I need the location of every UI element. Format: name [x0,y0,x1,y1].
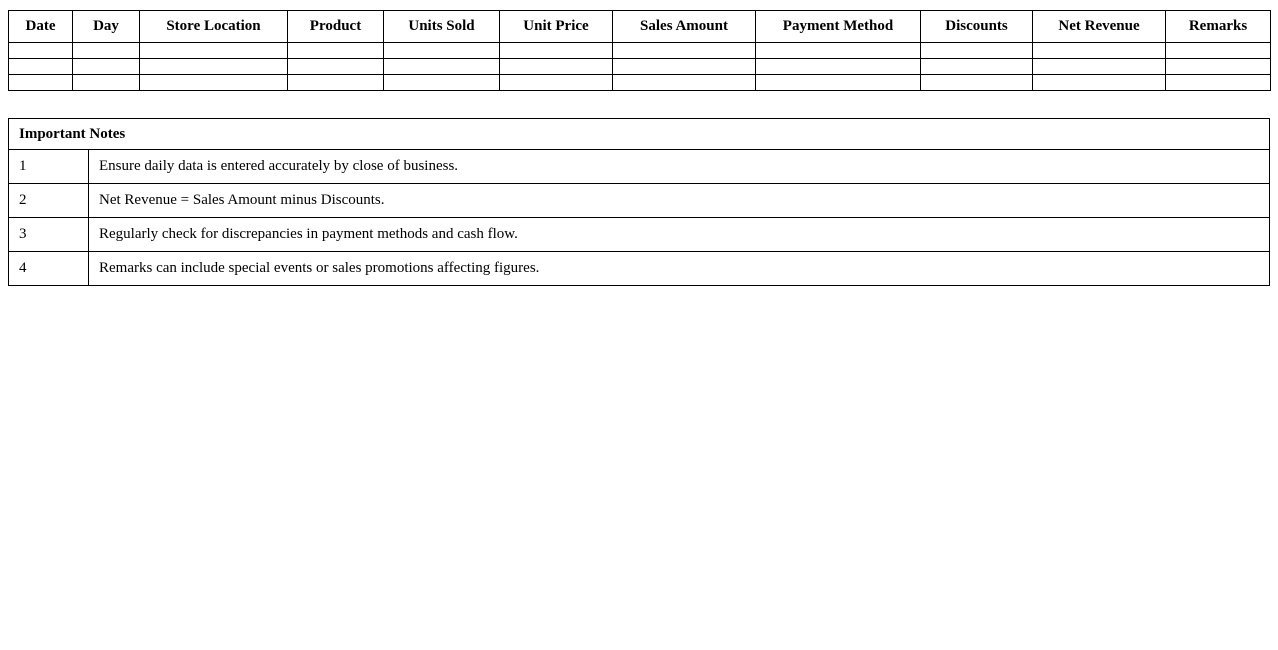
note-text: Remarks can include special events or sales promotions affecting figures. [89,252,1270,286]
sales-header-row [9,11,1271,43]
empty-cell [384,75,500,91]
important-notes-table [8,118,1270,286]
table-row [9,75,1271,91]
column-header-date: Date [9,11,73,43]
empty-cell [756,75,921,91]
empty-cell [73,75,140,91]
empty-cell [613,59,756,75]
note-row [9,150,1270,184]
table-row [9,59,1271,75]
empty-cell [73,59,140,75]
empty-cell [384,59,500,75]
empty-cell [500,75,613,91]
page [0,0,1278,286]
column-header-unit-price: Unit Price [500,11,613,43]
column-header-sales-amount: Sales Amount [613,11,756,43]
empty-cell [1166,43,1271,59]
empty-cell [9,43,73,59]
empty-cell [500,59,613,75]
column-header-net-revenue: Net Revenue [1033,11,1166,43]
note-row [9,184,1270,218]
notes-title: Important Notes [9,119,1270,150]
column-header-product: Product [288,11,384,43]
column-header-units-sold: Units Sold [384,11,500,43]
notes-title-row [9,119,1270,150]
empty-cell [9,59,73,75]
empty-cell [1033,43,1166,59]
note-row [9,218,1270,252]
column-header-payment-method: Payment Method [756,11,921,43]
empty-cell [1033,59,1166,75]
empty-cell [384,43,500,59]
note-text: Regularly check for discrepancies in payment methods and cash flow. [89,218,1270,252]
empty-cell [921,59,1033,75]
empty-cell [140,43,288,59]
empty-cell [756,43,921,59]
note-text: Ensure daily data is entered accurately by close of business. [89,150,1270,184]
column-header-remarks: Remarks [1166,11,1271,43]
note-row [9,252,1270,286]
table-row [9,43,1271,59]
empty-cell [9,75,73,91]
empty-cell [288,43,384,59]
empty-cell [1166,59,1271,75]
empty-cell [500,43,613,59]
empty-cell [288,75,384,91]
empty-cell [1166,75,1271,91]
daily-sales-table [8,10,1271,91]
note-number: 1 [9,150,89,184]
empty-cell [756,59,921,75]
note-number: 2 [9,184,89,218]
empty-cell [73,43,140,59]
empty-cell [140,75,288,91]
note-number: 3 [9,218,89,252]
note-text: Net Revenue = Sales Amount minus Discounts. [89,184,1270,218]
sales-empty-rows [9,43,1271,91]
note-number: 4 [9,252,89,286]
empty-cell [613,43,756,59]
empty-cell [1033,75,1166,91]
empty-cell [921,75,1033,91]
empty-cell [140,59,288,75]
empty-cell [921,43,1033,59]
column-header-discounts: Discounts [921,11,1033,43]
column-header-day: Day [73,11,140,43]
empty-cell [613,75,756,91]
empty-cell [288,59,384,75]
column-header-store-location: Store Location [140,11,288,43]
